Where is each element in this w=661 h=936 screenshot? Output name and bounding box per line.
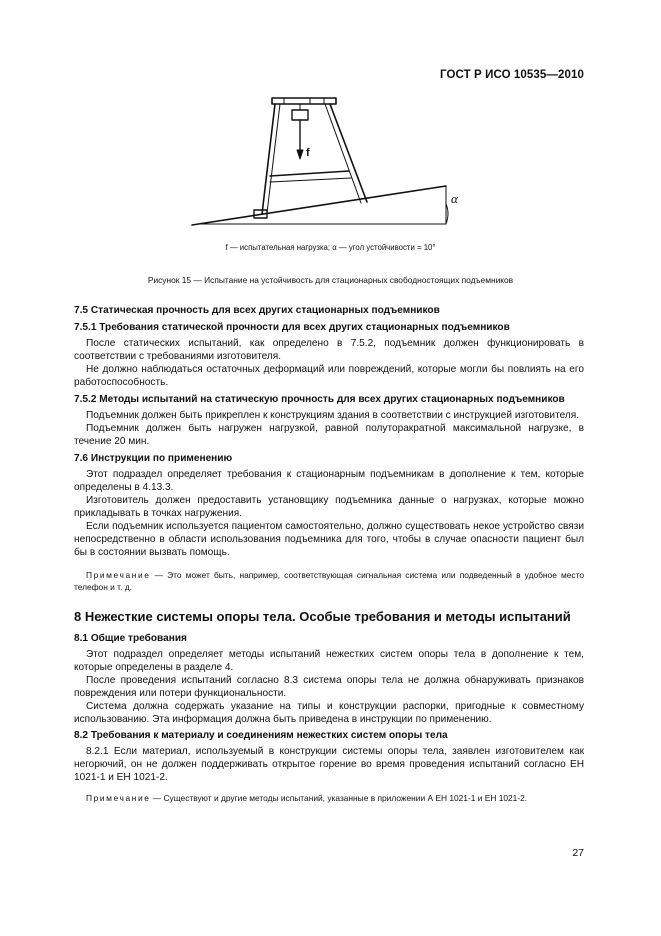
- section-7-6-heading: 7.6 Инструкции по применению: [74, 453, 233, 464]
- note-label: Примечание: [86, 793, 151, 803]
- note: [74, 792, 584, 804]
- paragraph: Этот подраздел определяет требования к стационарным подъемникам в дополнение к тем, которые определены в 4.13.3.: [74, 469, 584, 493]
- paragraph: Не должно наблюдаться остаточных деформаций или повреждений, которые могли бы повлиять на его работоспособность.: [74, 364, 584, 388]
- inclined-plane: [192, 186, 446, 225]
- figure-legend: f — испытательная нагрузка; α — угол устойчивости = 10°: [225, 243, 436, 252]
- note-text: — Существуют и другие методы испытаний, указанные в приложении А ЕН 1021-1 и ЕН 1021-2.: [150, 793, 528, 803]
- document-header: ГОСТ Р ИСО 10535—2010: [439, 69, 584, 81]
- section-8-2-heading: 8.2 Требования к материалу и соединениям нежестких систем опоры тела: [74, 730, 448, 741]
- section-7-5-1-heading: 7.5.1 Требования статической прочности для всех других стационарных подъемников: [74, 322, 510, 333]
- note-label: Примечание: [86, 570, 151, 580]
- paragraph: После статических испытаний, как определено в 7.5.2, подъемник должен функционировать в соответствии с требованиями изготовителя.: [74, 338, 584, 362]
- test-load-block: [292, 110, 308, 120]
- lift-top-beam: [272, 98, 336, 104]
- angle-label: α: [451, 191, 458, 206]
- note-text: — Это может быть, например, соответствующая сигнальная система или подведенный в удобное место телефон и т. д.: [74, 570, 584, 592]
- page-number: 27: [572, 847, 584, 859]
- note: [74, 569, 584, 593]
- paragraph: Система должна содержать указание на типы и конструкции распорки, пригодные к совместному использованию. Эта информация должна быть приведена в инструкции по применению.: [74, 701, 584, 725]
- section-8-1-heading: 8.1 Общие требования: [74, 633, 187, 644]
- section-8-heading: 8 Нежесткие системы опоры тела. Особые требования и методы испытаний: [74, 609, 571, 624]
- lift-crossbar: [270, 171, 349, 176]
- paragraph: Изготовитель должен предоставить установщику подъемника данные о нагрузках, которые можно прикладывать в точках нагружения.: [74, 495, 584, 519]
- paragraph: 8.2.1 Если материал, используемый в конструкции системы опоры тела, заявлен изготовителем как негорючий, он не должен поддерживать открытое горение во время проведения испытаний согласно ЕН 1021-1 и ЕН 1021-2.: [74, 746, 584, 783]
- lift-right-leg: [330, 104, 367, 202]
- section-7-5-heading: 7.5 Статическая прочность для всех других стационарных подъемников: [74, 305, 440, 316]
- paragraph: Этот подраздел определяет методы испытаний нежестких систем опоры тела в дополнение к тем, которые определены в разделе 4.: [74, 649, 584, 673]
- paragraph: Если подъемник используется пациентом самостоятельно, должно существовать некое устройство связи непосредственно в области использования подъемника для того, чтобы в случае опасности пациент был бы в состоянии вызвать помощь.: [74, 521, 584, 558]
- document-body: [74, 304, 584, 804]
- paragraph: Подъемник должен быть нагружен нагрузкой, равной полуторакратной максимальной нагрузке, в течение 20 мин.: [74, 423, 584, 447]
- paragraph: Подъемник должен быть прикреплен к конструкциям здания в соответствии с инструкцией изготовителя.: [86, 410, 580, 421]
- stability-test-figure: [180, 88, 480, 236]
- paragraph: После проведения испытаний согласно 8.3 система опоры тела не должна обнаруживать признаков повреждения или потери функциональности.: [74, 675, 584, 699]
- section-7-5-2-heading: 7.5.2 Методы испытаний на статическую прочность для всех других стационарных подъемников: [74, 394, 565, 405]
- figure-caption: Рисунок 15 — Испытание на устойчивость для стационарных свободностоящих подъемников: [147, 275, 514, 285]
- force-label: f: [306, 147, 310, 159]
